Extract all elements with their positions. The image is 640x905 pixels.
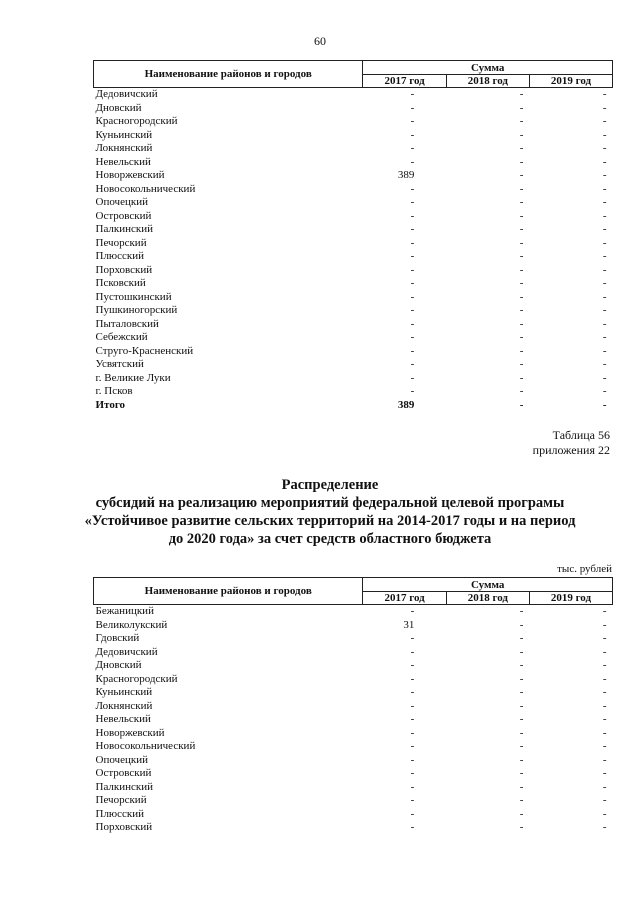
district-name: Плюсский [95,807,145,820]
table-row [94,767,613,781]
district-name: Опочецкий [95,196,148,208]
value-2018: - [519,344,524,357]
value-2019: - [602,713,607,725]
table-row [94,385,613,399]
district-name: Псковский [95,277,146,289]
table-row [94,318,613,332]
value-2017: - [410,358,415,370]
district-name: Невельский [95,713,151,725]
value-2019: - [602,398,607,411]
district-name: Усвятский [95,358,144,370]
district-name: Локнянский [95,699,153,712]
table-row [94,659,613,673]
value-2018: - [519,115,524,127]
value-2017: - [410,753,415,766]
district-name: Дедовичский [95,645,158,658]
table-row [94,115,613,129]
table-row [94,142,613,156]
district-name: Локнянский [95,142,153,154]
column-header-2017: 2017 год [363,592,446,605]
value-2019: - [602,155,607,168]
column-header-2017: 2017 год [363,75,446,88]
column-header-sum: Сумма [363,61,613,75]
value-2017: - [410,250,415,262]
value-2018: - [519,223,524,235]
value-2018: - [519,686,524,698]
district-name: Печорский [95,794,147,806]
value-2018: - [519,101,524,114]
table-row [94,619,613,633]
value-2017: - [410,385,415,397]
value-2018: - [519,645,524,658]
value-2018: - [519,385,524,397]
value-2019: - [602,358,607,370]
units-label: тыс. рублей [557,563,612,575]
value-2019: - [602,686,607,698]
value-2019: - [602,672,607,685]
heading-line-2: субсидий на реализацию мероприятий федеральной целевой програмы [95,495,565,511]
value-2019: - [602,196,607,208]
value-2017: - [410,672,415,685]
value-2018: - [519,807,524,820]
value-2017: - [410,794,415,806]
table-row [94,372,613,386]
district-name: Великолукский [95,618,168,631]
table-row [94,277,613,291]
value-2018: - [519,304,524,316]
value-2017: 31 [403,618,415,631]
district-name: Струго-Красненский [95,344,194,357]
value-2018: - [519,398,524,411]
value-2019: - [602,142,607,154]
column-header-name: Наименование районов и городов [94,61,363,88]
district-name: г. Псков [95,385,133,397]
value-2018: - [519,618,524,631]
value-2018: - [519,128,524,141]
value-2017: - [410,236,415,249]
value-2017: 389 [397,169,415,181]
value-2017: 389 [397,398,415,411]
district-name: Куньинский [95,686,153,698]
value-2018: - [519,277,524,289]
value-2018: - [519,169,524,181]
page-number: 60 [314,34,326,48]
district-name: Невельский [95,155,151,168]
value-2017: - [410,713,415,725]
column-header-2019: 2019 год [529,75,612,88]
district-name: Куньинский [95,128,153,141]
table-row [94,196,613,210]
value-2019: - [602,753,607,766]
district-name: Пушкиногорский [95,304,178,316]
value-2019: - [602,88,607,100]
section-heading [40,476,620,548]
value-2018: - [519,358,524,370]
district-name: Опочецкий [95,753,148,766]
table-row [94,102,613,116]
column-header-sum: Сумма [363,578,613,592]
column-header-2019: 2019 год [529,592,612,605]
table-row [94,88,613,102]
column-header-2018: 2018 год [446,592,529,605]
table-row [94,331,613,345]
value-2019: - [602,385,607,397]
value-2019: - [602,618,607,631]
value-2018: - [519,672,524,685]
value-2017: - [410,807,415,820]
value-2017: - [410,88,415,100]
value-2019: - [602,740,607,752]
value-2017: - [410,290,415,303]
value-2019: - [602,304,607,316]
value-2018: - [519,753,524,766]
value-2018: - [519,317,524,330]
value-2019: - [602,699,607,712]
value-2017: - [410,632,415,644]
column-header-name: Наименование районов и городов [94,578,363,605]
value-2017: - [410,686,415,698]
table-row [94,358,613,372]
subsidy-table-1 [93,60,613,412]
value-2017: - [410,645,415,658]
heading-line-4: до 2020 года» за счет средств областного бюджета [168,531,492,547]
table-row [94,781,613,795]
value-2018: - [519,250,524,262]
value-2018: - [519,263,524,276]
district-name: Дедовичский [95,88,158,100]
value-2018: - [519,632,524,644]
value-2018: - [519,821,524,833]
district-name: Пыталовский [95,317,159,330]
value-2017: - [410,821,415,833]
value-2017: - [410,331,415,343]
value-2019: - [602,371,607,384]
district-name: Плюсский [95,250,145,262]
value-2019: - [602,209,607,222]
district-name: Новоржевский [95,726,165,739]
value-2019: - [602,645,607,658]
table-row [94,156,613,170]
value-2017: - [410,209,415,222]
district-name: Порховский [95,263,153,276]
value-2019: - [602,726,607,739]
district-name: Дновский [95,659,142,671]
value-2018: - [519,659,524,671]
table-row [94,223,613,237]
value-2017: - [410,740,415,752]
table-row [94,237,613,251]
table-number: Таблица 56 [552,428,610,442]
district-name: Островский [95,767,152,779]
value-2019: - [602,290,607,303]
value-2017: - [410,182,415,195]
table-row [94,686,613,700]
district-name: Новоржевский [95,169,165,181]
district-name: Палкинский [95,223,154,235]
value-2017: - [410,263,415,276]
value-2018: - [519,142,524,154]
value-2019: - [602,223,607,235]
value-2018: - [519,767,524,779]
column-header-2018: 2018 год [446,75,529,88]
table-row [94,605,613,619]
value-2019: - [602,807,607,820]
table-row [94,754,613,768]
district-name: Новосокольнический [95,740,196,752]
value-2018: - [519,713,524,725]
value-2017: - [410,304,415,316]
value-2017: - [410,659,415,671]
value-2017: - [410,371,415,384]
table-row [94,673,613,687]
value-2017: - [410,344,415,357]
value-2018: - [519,196,524,208]
value-2017: - [410,155,415,168]
value-2019: - [602,101,607,114]
district-name: Печорский [95,236,147,249]
value-2019: - [602,794,607,806]
value-2018: - [519,331,524,343]
value-2017: - [410,196,415,208]
heading-line-1: Распределение [281,477,379,493]
value-2017: - [410,699,415,712]
value-2018: - [519,290,524,303]
table-row [94,794,613,808]
value-2018: - [519,182,524,195]
district-name: Гдовский [95,632,140,644]
total-row [94,399,613,413]
value-2017: - [410,101,415,114]
district-name: Палкинский [95,780,154,793]
district-name: г. Великие Луки [95,371,171,384]
district-name: Новосокольнический [95,182,196,195]
table-row [94,304,613,318]
subsidy-table-2 [93,577,613,835]
value-2018: - [519,371,524,384]
value-2017: - [410,780,415,793]
district-name: Островский [95,209,152,222]
table-row [94,210,613,224]
value-2017: - [410,115,415,127]
table-row [94,250,613,264]
value-2018: - [519,605,524,617]
table-row [94,808,613,822]
district-name: Красногородский [95,672,178,685]
table-row [94,345,613,359]
value-2019: - [602,632,607,644]
value-2018: - [519,236,524,249]
district-name: Порховский [95,821,153,833]
table-row [94,700,613,714]
value-2019: - [602,605,607,617]
value-2017: - [410,726,415,739]
value-2019: - [602,169,607,181]
table-row [94,169,613,183]
value-2018: - [519,209,524,222]
value-2019: - [602,317,607,330]
value-2018: - [519,88,524,100]
table-row [94,821,613,835]
value-2017: - [410,605,415,617]
table-row [94,740,613,754]
value-2019: - [602,821,607,833]
value-2017: - [410,223,415,235]
heading-line-3: «Устойчивое развитие сельских территорий на 2014-2017 годы и на период [84,513,576,529]
district-name: Пустошкинский [95,290,172,303]
table-row [94,632,613,646]
value-2019: - [602,182,607,195]
table-caption [533,428,610,458]
value-2019: - [602,277,607,289]
value-2017: - [410,142,415,154]
value-2017: - [410,277,415,289]
value-2019: - [602,659,607,671]
table-row [94,713,613,727]
value-2017: - [410,128,415,141]
value-2018: - [519,155,524,168]
value-2018: - [519,780,524,793]
value-2018: - [519,699,524,712]
table-row [94,291,613,305]
value-2018: - [519,726,524,739]
appendix-number: приложения 22 [532,443,610,457]
district-name: Бежаницкий [95,605,154,617]
district-name: Красногородский [95,115,178,127]
value-2017: - [410,317,415,330]
table-row [94,129,613,143]
district-name: Дновский [95,101,142,114]
value-2019: - [602,115,607,127]
value-2019: - [602,767,607,779]
value-2019: - [602,250,607,262]
total-label: Итого [95,398,126,411]
value-2019: - [602,263,607,276]
value-2019: - [602,236,607,249]
value-2019: - [602,344,607,357]
table-row [94,183,613,197]
value-2019: - [602,780,607,793]
value-2018: - [519,794,524,806]
table-row [94,727,613,741]
value-2018: - [519,740,524,752]
value-2019: - [602,331,607,343]
district-name: Себежский [95,331,148,343]
value-2017: - [410,767,415,779]
table-row [94,646,613,660]
value-2019: - [602,128,607,141]
table-row [94,264,613,278]
